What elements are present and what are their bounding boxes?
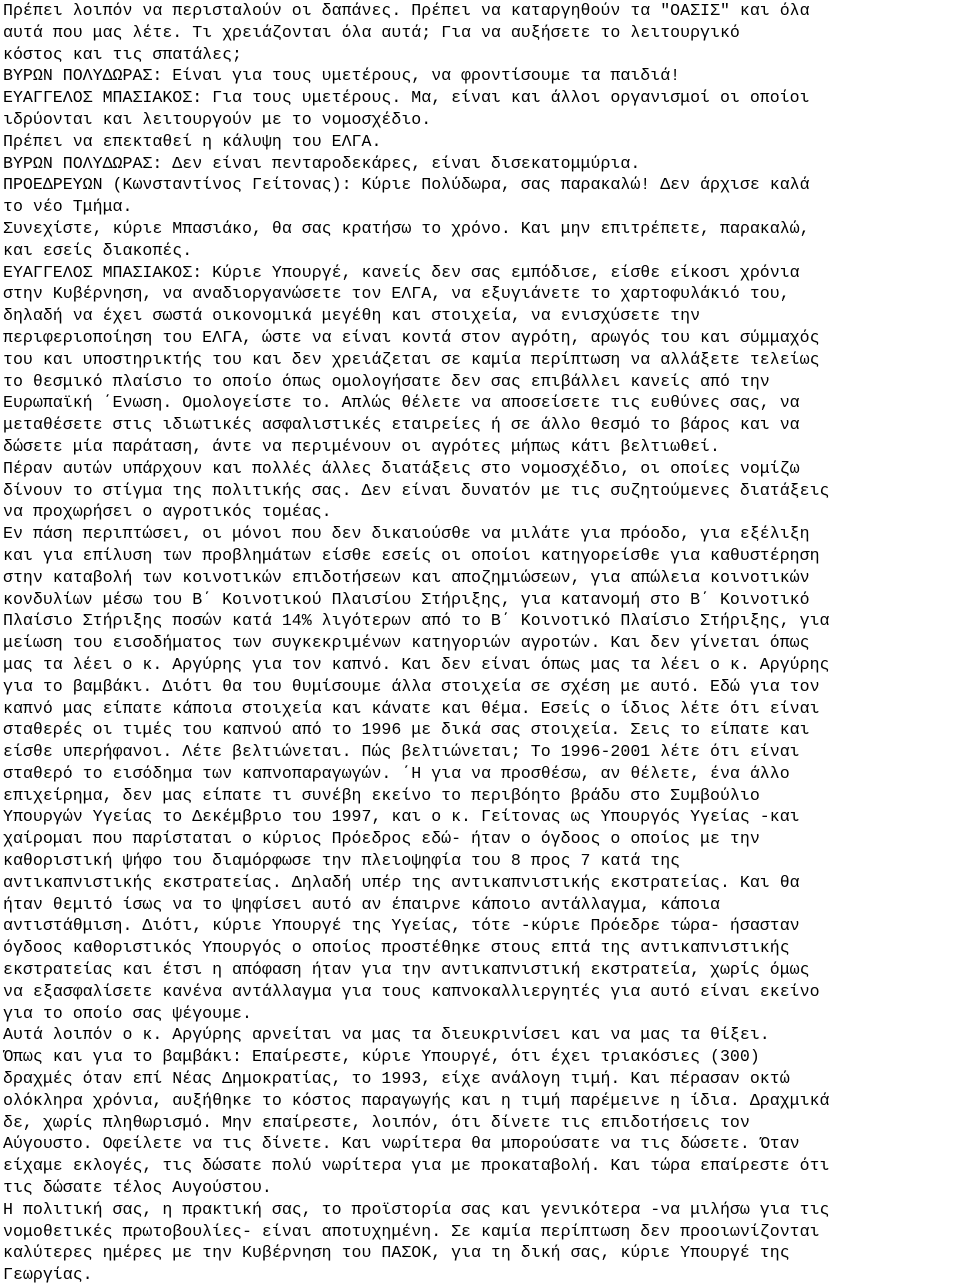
text-line: ΒΥΡΩΝ ΠΟΛΥΔΩΡΑΣ: Δεν είναι πενταροδεκάρες, είναι δισεκατομμύρια.	[3, 153, 641, 173]
text-line: δραχμές όταν επί Νέας Δημοκρατίας, το 1993, είχε ανάλογη τιμή. Και πέρασαν οκτώ	[3, 1069, 790, 1089]
text-line: ήταν θεμιτό ίσως να το ψηφίσει αυτό αν έπαιρνε κάποιο αντάλλαγμα, κάποια	[3, 894, 720, 914]
text-line: δηλαδή να έχει σωστά οικονομικά μεγέθη και στοιχεία, να ενισχύσετε την	[3, 306, 701, 326]
text-line: και για επίλυση των προβλημάτων είσθε εσείς οι οποίοι κατηγορείσθε για καθυστέρηση	[3, 545, 820, 565]
text-line: ιδρύονται και λειτουργούν με το νομοσχέδιο.	[3, 109, 432, 129]
text-line: ΕΥΑΓΓΕΛΟΣ ΜΠΑΣΙΑΚΟΣ: Κύριε Υπουργέ, κανείς δεν σας εμπόδισε, είσθε είκοσι χρόνια	[3, 262, 800, 282]
text-line: να εξασφαλίσετε κανένα αντάλλαγμα για τους καπνοκαλλιεργητές για αυτό είναι εκείνο	[3, 981, 820, 1001]
text-line: νομοθετικές πρωτοβουλίες- είναι αποτυχημένη. Σε καμία περίπτωση δεν προοιωνίζονται	[3, 1221, 820, 1241]
text-line: μείωση του εισοδήματος των συγκεκριμένων κατηγοριών αγροτών. Και δεν γίνεται όπως	[3, 633, 810, 653]
text-line: για το οποίο σας ψέγουμε.	[3, 1003, 252, 1023]
text-line: τις δώσατε τέλος Αυγούστου.	[3, 1178, 272, 1198]
text-line: Αύγουστο. Οφείλετε να τις δίνετε. Και νωρίτερα θα μπορούσατε να τις δώσετε. Όταν	[3, 1134, 800, 1154]
text-line: και εσείς διακοπές.	[3, 240, 193, 260]
text-line: αντικαπνιστικής εκστρατείας. Δηλαδή υπέρ της αντικαπνιστικής εκστρατείας. Και θα	[3, 872, 800, 892]
text-line: δε, χωρίς πληθωρισμό. Μην επαίρεστε, λοιπόν, ότι δίνετε τις επιδοτήσεις τον	[3, 1112, 750, 1132]
text-line: Συνεχίστε, κύριε Μπασιάκο, θα σας κρατήσω το χρόνο. Και μην επιτρέπετε, παρακαλώ,	[3, 218, 810, 238]
text-line: είσθε υπερήφανοι. Λέτε βελτιώνεται. Πώς βελτιώνεται; Το 1996-2001 λέτε ότι είναι	[3, 742, 800, 762]
text-line: σταθερές οι τιμές του καπνού από το 1996 με δικά σας στοιχεία. Σεις το είπατε και	[3, 720, 810, 740]
text-line: καθοριστική ψήφο του διαμόρφωσε την πλειοψηφία του 8 προς 7 κατά της	[3, 851, 681, 871]
text-line: εκστρατείας και έτσι η απόφαση ήταν για την αντικαπνιστική εκστρατεία, χωρίς όμως	[3, 960, 810, 980]
text-line: Ευρωπαϊκή ΄Ενωση. Ομολογείστε το. Απλώς θέλετε να αποσείσετε τις ευθύνες σας, να	[3, 393, 800, 413]
text-line: Εν πάση περιπτώσει, οι μόνοι που δεν δικαιούσθε να μιλάτε για πρόοδο, για εξέλιξη	[3, 524, 810, 544]
text-line: Η πολιτική σας, η πρακτική σας, το προϊστορία σας και γενικότερα -να μιλήσω για τις	[3, 1199, 830, 1219]
text-line: καπνό μας είπατε κάποια στοιχεία και κάνατε και θέμα. Εσείς ο ίδιος λέτε ότι είναι	[3, 698, 820, 718]
text-line: Γεωργίας.	[3, 1265, 93, 1285]
text-line: ολόκληρα χρόνια, αυξήθηκε το κόστος παραγωγής και η τιμή παρέμεινε η ίδια. Δραχμικά	[3, 1090, 830, 1110]
text-line: σταθερό το εισόδημα των καπνοπαραγωγών. ΄Η για να προσθέσω, αν θέλετε, ένα άλλο	[3, 763, 790, 783]
text-line: δώσετε μία παράταση, άντε να περιμένουν οι αγρότες μήπως κάτι βελτιωθεί.	[3, 436, 720, 456]
text-line: καλύτερες ημέρες με την Κυβέρνηση του ΠΑΣΟΚ, για τη δική σας, κύριε Υπουργέ της	[3, 1243, 790, 1263]
text-line: Όπως και για το βαμβάκι: Επαίρεστε, κύριε Υπουργέ, ότι έχει τριακόσιες (300)	[3, 1047, 760, 1067]
text-line: Πέραν αυτών υπάρχουν και πολλές άλλες διατάξεις στο νομοσχέδιο, οι οποίες νομίζω	[3, 458, 800, 478]
text-line: να προχωρήσει ο αγροτικός τομέας.	[3, 502, 332, 522]
text-line: αντιστάθμιση. Διότι, κύριε Υπουργέ της Υγείας, τότε -κύριε Πρόεδρε τώρα- ήσασταν	[3, 916, 800, 936]
text-line: Πλαίσιο Στήριξης ποσών κατά 14% λιγότερων από το Β΄ Κοινοτικό Πλαίσιο Στήριξης, για	[3, 611, 830, 631]
text-line: χαίρομαι που παρίσταται ο κύριος Πρόεδρος εδώ- ήταν ο όγδοος ο οποίος με την	[3, 829, 760, 849]
text-line: περιφεριοποίηση του ΕΛΓΑ, ώστε να είναι κοντά στον αγρότη, αρωγός του και σύμμαχός	[3, 327, 820, 347]
text-line: κόστος και τις σπατάλες;	[3, 44, 242, 64]
text-line: είχαμε εκλογές, τις δώσατε πολύ νωρίτερα για με προκαταβολή. Και τώρα επαίρεστε ότι	[3, 1156, 830, 1176]
text-line: το θεσμικό πλαίσιο το οποίο όπως ομολογήσατε δεν σας επιβάλλει κανείς από την	[3, 371, 770, 391]
text-line: του και υποστηρικτής του και δεν χρειάζεται σε καμία περίπτωση να αλλάξετε τελείως	[3, 349, 820, 369]
text-line: Αυτά λοιπόν ο κ. Αργύρης αρνείται να μας τα διευκρινίσει και να μας τα θίξει.	[3, 1025, 770, 1045]
text-line: ΒΥΡΩΝ ΠΟΛΥΔΩΡΑΣ: Είναι για τους υμετέρους, να φροντίσουμε τα παιδιά!	[3, 66, 681, 86]
text-line: κονδυλίων μέσω του Β΄ Κοινοτικού Πλαισίου Στήριξης, για κατανομή στο Β΄ Κοινοτικό	[3, 589, 810, 609]
text-line: στην Κυβέρνηση, να αναδιοργανώσετε τον ΕΛΓΑ, να εξυγιάνετε το χαρτοφυλάκιό του,	[3, 284, 790, 304]
text-line: δίνουν το στίγμα της πολιτικής σας. Δεν είναι δυνατόν με τις συζητούμενες διατάξεις	[3, 480, 830, 500]
text-line: για το βαμβάκι. Διότι θα του θυμίσουμε άλλα στοιχεία σε σχέση με αυτό. Εδώ για τον	[3, 676, 820, 696]
text-line: Υπουργών Υγείας το Δεκέμβριο του 1997, και ο κ. Γείτονας ως Υπουργός Υγείας -και	[3, 807, 800, 827]
text-line: στην καταβολή των κοινοτικών επιδοτήσεων και αποζημιώσεων, για απώλεια κοινοτικών	[3, 567, 810, 587]
text-line: όγδοος καθοριστικός Υπουργός ο οποίος προστέθηκε στους επτά της αντικαπνιστικής	[3, 938, 790, 958]
text-line: επιχείρημα, δεν μας είπατε τι συνέβη εκείνο το περιβόητο βράδυ στο Συμβούλιο	[3, 785, 760, 805]
text-line: μας τα λέει ο κ. Αργύρης για τον καπνό. Και δεν είναι όπως μας τα λέει ο κ. Αργύρης	[3, 654, 830, 674]
text-line: ΕΥΑΓΓΕΛΟΣ ΜΠΑΣΙΑΚΟΣ: Για τους υμετέρους. Μα, είναι και άλλοι οργανισμοί οι οποίοι	[3, 88, 810, 108]
text-line: μεταθέσετε στις ιδιωτικές ασφαλιστικές εταιρείες ή σε άλλο θεσμό το βάρος και να	[3, 415, 800, 435]
text-line: αυτά που μας λέτε. Τι χρειάζονται όλα αυτά; Για να αυξήσετε το λειτουργικό	[3, 22, 740, 42]
text-line: ΠΡΟΕΔΡΕΥΩΝ (Κωνσταντίνος Γείτονας): Κύριε Πολύδωρα, σας παρακαλώ! Δεν άρχισε καλά	[3, 175, 810, 195]
text-line: Πρέπει να επεκταθεί η κάλυψη του ΕΛΓΑ.	[3, 131, 382, 151]
text-line: το νέο Τμήμα.	[3, 197, 133, 217]
text-line: Πρέπει λοιπόν να περισταλούν οι δαπάνες. Πρέπει να καταργηθούν τα "ΟΑΣΙΣ" και όλα	[3, 1, 810, 20]
